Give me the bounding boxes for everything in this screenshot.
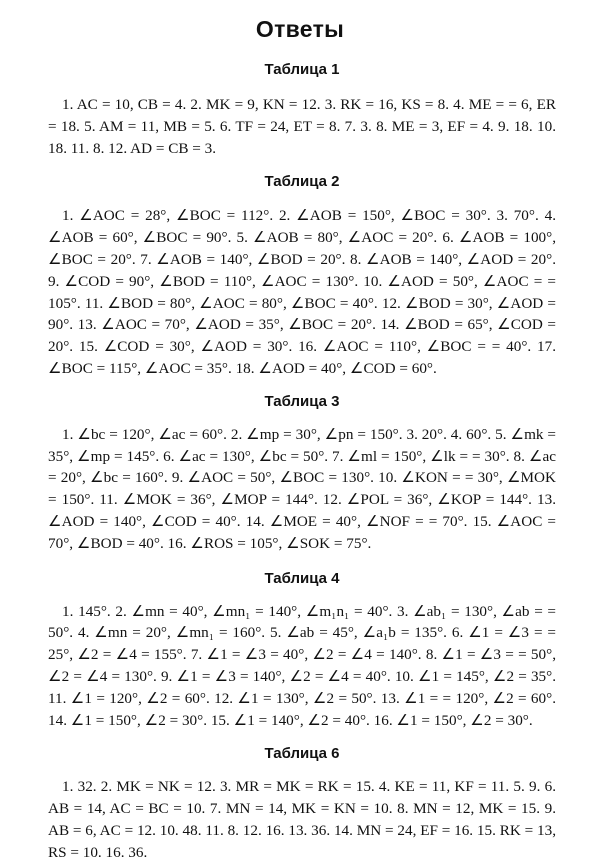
section-text: 1. 32. 2. MK = NK = 12. 3. MR = MK = RK = 15. 4. KE = 11, KF = 11. 5. 9. 6. AB = 14, AC = BC = 10. 7. MN = 14, MK = KN = 10. 8. MN = 12, MK = 15. 9. AB = 6, AC = 12. 10. 48. 11. 8. 12. 16. 13. 36. 14. MN = 24, EF = 16. 15. RK = 13, RS = 10. 16. 36. (48, 778, 556, 861)
section-text: 1. 145°. 2. ∠mn = 40°, ∠mn₁ = 140°, ∠m₁n₁ = 40°. 3. ∠ab₁ = 130°, ∠ab = = 50°. 4. ∠mn = 20°, ∠mn₁ = 160°. 5. ∠ab = 45°, ∠a₁b = 135°. 6. ∠1 = ∠3 = = 25°, ∠2 = ∠4 = 155°. 7. ∠1 = ∠3 = 40°, ∠2 = ∠4 = 140°. 8. ∠1 = ∠3 = = 50°, ∠2 = ∠4 = 130°. 9. ∠1 = ∠3 = 140°, ∠2 = ∠4 = 40°. 10. ∠1 = 145°, ∠2 = 35°. 11. ∠1 = 120°, ∠2 = 60°. 12. ∠1 = 130°, ∠2 = 50°. 13. ∠1 = = 120°, ∠2 = 60°. 14. ∠1 = 150°, ∠2 = 30°. 15. ∠1 = 140°, ∠2 = 40°. 16. ∠1 = 150°, ∠2 = 30°. (48, 602, 556, 729)
table-6-section (0, 744, 600, 863)
section-text: 1. ∠AOC = 28°, ∠BOC = 112°. 2. ∠AOB = 150°, ∠BOC = 30°. 3. 70°. 4. ∠AOB = 60°, ∠BOC = 90°. 5. ∠AOB = 80°, ∠AOC = 20°. 6. ∠AOB = 100°, ∠BOC = 20°. 7. ∠AOB = 140°, ∠BOD = 20°. 8. ∠AOB = 140°, ∠AOD = 20°. 9. ∠COD = 90°, ∠BOD = 110°, ∠AOC = 130°. 10. ∠AOD = 50°, ∠AOC = = 105°. 11. ∠BOD = 80°, ∠AOC = 80°, ∠BOC = 40°. 12. ∠BOD = 30°, ∠AOD = 90°. 13. ∠AOC = 70°, ∠AOD = 35°, ∠BOC = 20°. 14. ∠BOD = 65°, ∠COD = 20°. 15. ∠COD = 30°, ∠AOD = 30°. 16. ∠AOC = 110°, ∠BOC = = 40°. 17. ∠BOC = 115°, ∠AOC = 35°. 18. ∠AOD = 40°, ∠COD = 60°. (48, 207, 556, 377)
table-1-section (0, 60, 600, 159)
table-3-section (0, 392, 600, 555)
table-4-section (0, 569, 600, 732)
page-title: Ответы (255, 16, 345, 42)
section-heading: Таблица 2 (264, 173, 340, 191)
section-heading: Таблица 4 (264, 569, 340, 587)
section-heading: Таблица 1 (264, 61, 340, 78)
table-2-section (0, 172, 600, 379)
section-heading: Таблица 6 (264, 745, 340, 763)
section-heading: Таблица 3 (264, 392, 340, 410)
section-text: 1. ∠bc = 120°, ∠ac = 60°. 2. ∠mp = 30°, ∠pn = 150°. 3. 20°. 4. 60°. 5. ∠mk = 35°, ∠mp = 145°. 6. ∠ac = 130°, ∠bc = 50°. 7. ∠ml = 150°, ∠lk = = 30°. 8. ∠ac = 20°, ∠bc = 160°. 9. ∠AOC = 50°, ∠BOC = 130°. 10. ∠KON = = 30°, ∠MOK = 150°. 11. ∠MOK = 36°, ∠MOP = 144°. 12. ∠POL = 36°, ∠KOP = 144°. 13. ∠AOD = 140°, ∠COD = 40°. 14. ∠MOE = 40°, ∠NOF = = 70°. 15. ∠AOC = 70°, ∠BOD = 40°. 16. ∠ROS = 105°, ∠SOK = 75°. (48, 425, 556, 552)
section-text: 1. AC = 10, CB = 4. 2. MK = 9, KN = 12. 3. RK = 16, KS = 8. 4. ME = = 6, ER = 18. 5. AM = 11, MB = 5. 6. TF = 24, ET = 8. 7. 3. 8. ME = 3, EF = 4. 9. 18. 10. 18. 11. 8. 12. AD = CB = 3. (48, 96, 556, 157)
